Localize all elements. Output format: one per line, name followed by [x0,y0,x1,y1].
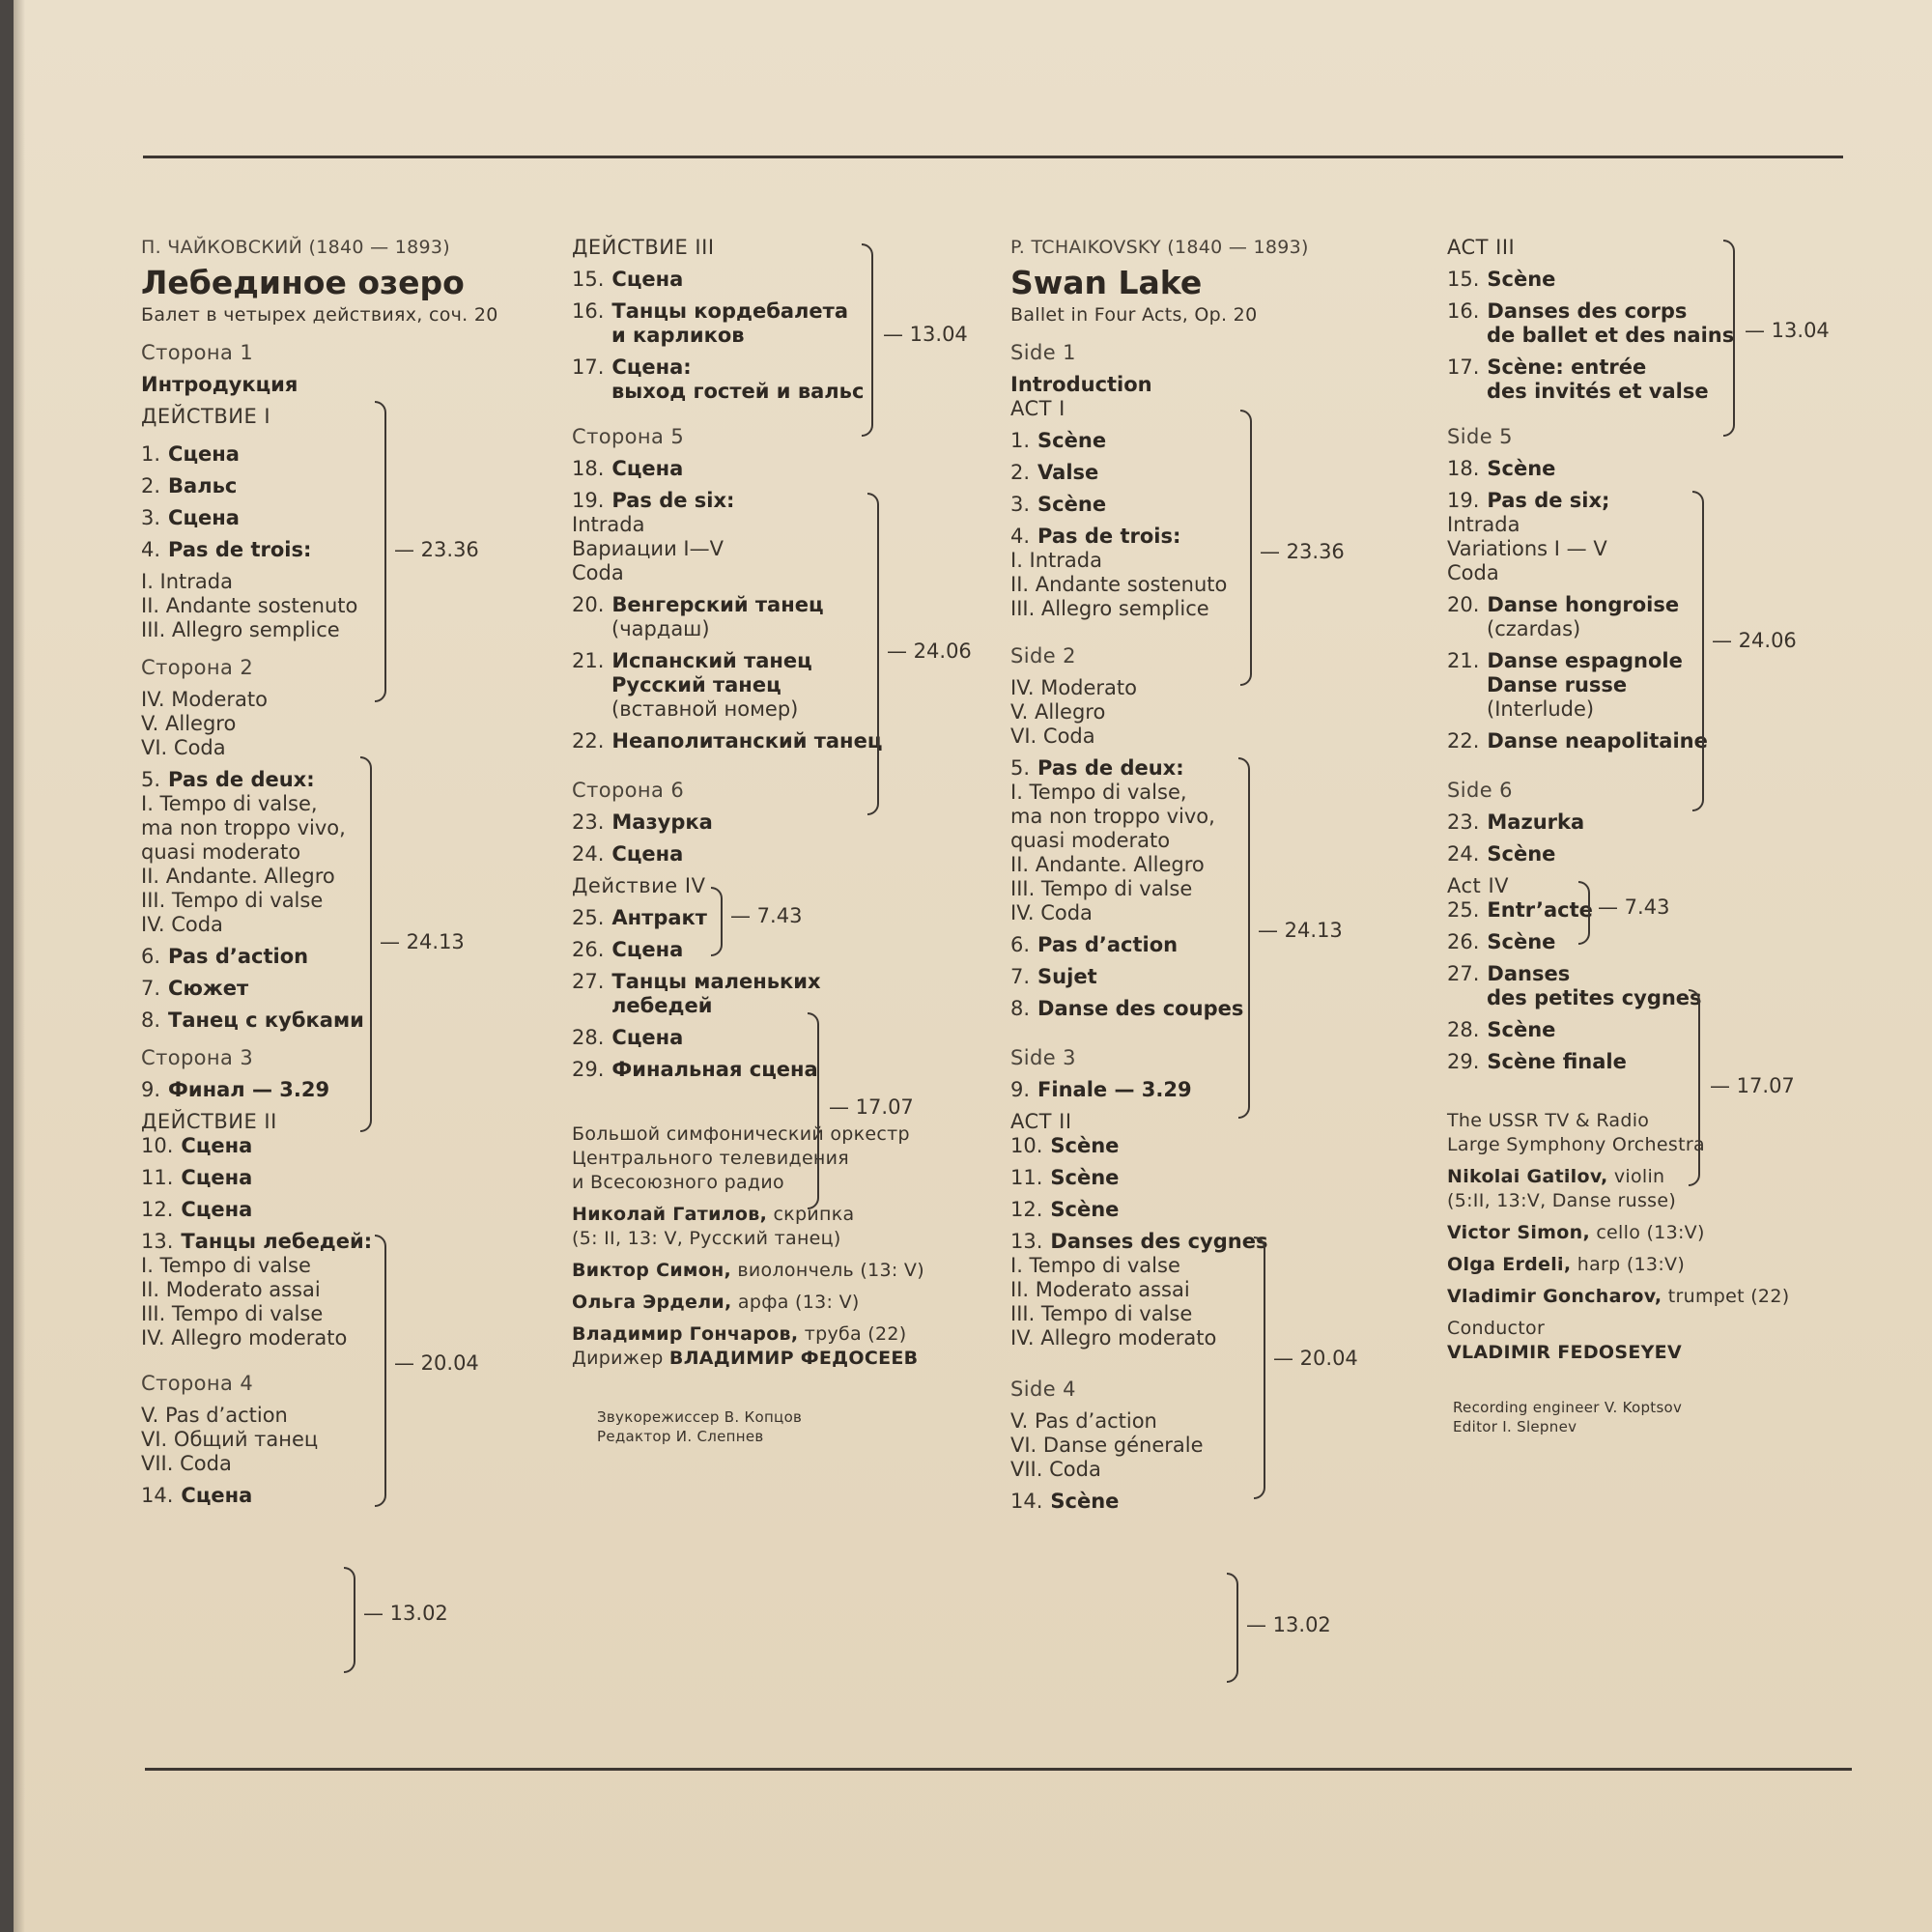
movement: I. Tempo di valse [1010,1254,1180,1277]
track-10-ru: 10. Сцена [141,1134,253,1157]
track-4-ru: 4. Pas de trois: [141,538,312,561]
act-3-ru: ДЕЙСТВИЕ III [572,236,715,259]
act-2-en: ACT II [1010,1110,1072,1133]
movement: I. Tempo di valse, [141,792,318,815]
duration-side2-en: — 24.13 [1258,919,1343,942]
track-21-ru-note: (вставной номер) [611,697,799,721]
staff-en [1447,1398,1872,1436]
movement: VI. Общий танец [141,1428,319,1451]
editor-en: Editor I. Slepnev [1453,1418,1577,1435]
performer-2-en: Victor Simon, cello (13:V) [1447,1222,1705,1243]
track-27-ru-cont: лебедей [611,994,713,1017]
brace-act4-en [1689,989,1700,1186]
track-24-en: 24. Scène [1447,842,1556,866]
track-3-en: 3. Scène [1010,493,1107,516]
movement: II. Andante sostenuto [1010,573,1228,596]
track-11-en: 11. Scène [1010,1166,1120,1189]
movement: quasi moderato [1010,829,1171,852]
track-9-en: 9. Finale — 3.29 [1010,1078,1192,1101]
track-21-en-b: Danse russe [1487,673,1628,696]
left-page-edge [0,0,14,1932]
composer-en: P. TCHAIKOVSKY (1840 — 1893) [1010,237,1309,258]
track-16-ru-cont: и карликов [611,324,745,347]
track-25-ru: 25. Антракт [572,906,707,929]
movement: V. Pas d’action [141,1404,288,1427]
track-8-ru: 8. Танец с кубками [141,1009,364,1032]
movement: Вариации I—V [572,537,724,560]
movement: VII. Coda [141,1452,232,1475]
brace-side3-en [1254,1236,1265,1499]
orchestra-en-1: The USSR TV & Radio [1447,1110,1650,1131]
movement: III. Tempo di valse [141,1302,324,1325]
track-17-en-cont: des invités et valse [1487,380,1709,403]
brace-side1-en [1240,410,1252,686]
movement: I. Tempo di valse, [1010,781,1187,804]
movement: II. Andante sostenuto [141,594,358,617]
movement: II. Moderato assai [1010,1278,1190,1301]
editor-ru: Редактор И. Слепнев [597,1428,764,1445]
column-en-sides-5-6 [1447,236,1872,1436]
track-21-ru: 21. Испанский танец [572,649,812,672]
track-20-ru-note: (чардаш) [611,617,710,640]
track-29-en: 29. Scène finale [1447,1050,1627,1073]
track-12-ru: 12. Сцена [141,1198,253,1221]
track-8-en: 8. Danse des coupes [1010,997,1244,1020]
side-3-heading-en: Side 3 [1010,1046,1076,1069]
track-21-ru-b: Русский танец [611,673,781,696]
track-24-ru: 24. Сцена [572,842,684,866]
track-22-ru: 22. Неаполитанский танец [572,729,883,753]
movement: III. Tempo di valse [141,889,324,912]
side-1-heading-en: Side 1 [1010,341,1076,364]
track-5-ru: 5. Pas de deux: [141,768,315,791]
performer-4-en: Vladimir Goncharov, trumpet (22) [1447,1286,1790,1307]
title-ru: Лебединое озеро [141,264,465,301]
brace-side3-ru [375,1235,386,1507]
movement: III. Tempo di valse [1010,1302,1193,1325]
track-22-en: 22. Danse neapolitaine [1447,729,1708,753]
movement: I. Tempo di valse [141,1254,311,1277]
track-13-en: 13. Danses des cygnes [1010,1230,1268,1253]
duration-side3-en: — 20.04 [1273,1347,1358,1370]
side-1-heading-ru: Сторона 1 [141,341,254,364]
brace-act3-ru [862,243,873,437]
left-edge-shadow [14,0,25,1932]
side-2-heading-ru: Сторона 2 [141,656,254,679]
track-25-en: 25. Entr’acte [1447,898,1593,922]
track-27-en-cont: des petites cygnes [1487,986,1702,1009]
column-ru-sides-1-4 [141,236,566,1508]
movement: IV. Allegro moderato [141,1326,348,1350]
staff-ru [572,1407,987,1446]
engineer-en: Recording engineer V. Koptsov [1453,1399,1683,1416]
performer-1-en-detail: (5:II, 13:V, Danse russe) [1447,1190,1677,1211]
duration-side6-en: — 7.43 [1598,895,1670,919]
performer-3-ru: Ольга Эрдели, арфа (13: V) [572,1292,860,1313]
performer-1-en: Nikolai Gatilov, violin [1447,1166,1665,1187]
track-28-ru: 28. Сцена [572,1026,684,1049]
track-27-en: 27. Danses [1447,962,1571,985]
track-18-ru: 18. Сцена [572,457,684,480]
track-7-ru: 7. Сюжет [141,977,249,1000]
movement: IV. Coda [1010,901,1093,924]
conductor-label-en: Conductor [1447,1318,1546,1339]
act-4-en: Act IV [1447,874,1510,897]
track-26-ru: 26. Сцена [572,938,684,961]
track-3-ru: 3. Сцена [141,506,240,529]
duration-side1-ru: — 23.36 [394,538,479,561]
movement: VI. Coda [141,736,226,759]
subtitle-en: Ballet in Four Acts, Op. 20 [1010,304,1258,326]
brace-act3-en [1723,240,1735,437]
movement: IV. Moderato [141,688,269,711]
brace-side1-ru [375,401,386,702]
performer-4-ru: Владимир Гончаров, труба (22) [572,1323,907,1345]
brace-side4-ru [344,1567,355,1673]
track-21-en-note: (Interlude) [1487,697,1595,721]
track-20-en-note: (czardas) [1487,617,1581,640]
track-2-ru: 2. Вальс [141,474,238,497]
track-14-en: 14. Scène [1010,1490,1120,1513]
track-12-en: 12. Scène [1010,1198,1120,1221]
track-17-ru-cont: выход гостей и вальс [611,380,865,403]
orchestra-en-2: Large Symphony Orchestra [1447,1134,1705,1155]
act-2-ru: ДЕЙСТВИЕ II [141,1110,277,1133]
movement: III. Allegro semplice [1010,597,1209,620]
composer-ru: П. ЧАЙКОВСКИЙ (1840 — 1893) [141,237,451,258]
track-17-ru: 17. Сцена: [572,355,692,379]
movement: II. Andante. Allegro [1010,853,1205,876]
performer-1-ru-detail: (5: II, 13: V, Русский танец) [572,1228,841,1249]
performer-1-ru: Николай Гатилов, скрипка [572,1204,855,1225]
side-6-heading-en: Side 6 [1447,779,1513,802]
track-1-ru: 1. Сцена [141,442,240,466]
movement: III. Allegro semplice [141,618,340,641]
act-3-en: ACT III [1447,236,1516,259]
movement: IV. Moderato [1010,676,1138,699]
track-4-en: 4. Pas de trois: [1010,525,1181,548]
performer-3-en: Olga Erdeli, harp (13:V) [1447,1254,1686,1275]
side-3-heading-ru: Сторона 3 [141,1046,254,1069]
movement: V. Allegro [141,712,237,735]
track-21-en: 21. Danse espagnole [1447,649,1683,672]
track-28-en: 28. Scène [1447,1018,1556,1041]
track-6-ru: 6. Pas d’action [141,945,309,968]
movement: Coda [1447,561,1499,584]
top-rule [143,156,1843,158]
duration-side1-en: — 23.36 [1260,540,1345,563]
conductor-name-en: VLADIMIR FEDOSEYEV [1447,1342,1682,1363]
track-16-en-cont: de ballet et des nains [1487,324,1735,347]
track-18-en: 18. Scène [1447,457,1556,480]
bottom-rule [145,1768,1852,1771]
brace-side6-ru [711,887,723,956]
orchestra-ru-2: Центрального телевидения [572,1148,850,1169]
track-7-en: 7. Sujet [1010,965,1097,988]
duration-side4-ru: — 13.02 [363,1602,448,1625]
track-19-ru: 19. Pas de six: [572,489,735,512]
act-4-ru: Действие IV [572,874,706,897]
brace-side5-en [1692,491,1704,811]
subtitle-ru: Балет в четырех действиях, соч. 20 [141,304,498,326]
brace-side2-en [1238,757,1250,1119]
duration-side5-ru: — 24.06 [887,639,972,663]
duration-side5-en: — 24.06 [1712,629,1797,652]
track-16-ru: 16. Танцы кордебалета [572,299,848,323]
movement: III. Tempo di valse [1010,877,1193,900]
track-23-ru: 23. Мазурка [572,810,713,834]
track-26-en: 26. Scène [1447,930,1556,953]
movement: Variations I — V [1447,537,1607,560]
act-1-ru: ДЕЙСТВИЕ I [141,405,271,428]
conductor-ru: Дирижер ВЛАДИМИР ФЕДОСЕЕВ [572,1348,919,1369]
movement: I. Intrada [1010,549,1102,572]
side-5-heading-en: Side 5 [1447,425,1513,448]
side-4-heading-en: Side 4 [1010,1378,1076,1401]
act-1-en: ACT I [1010,397,1065,420]
movement: VI. Coda [1010,724,1095,748]
duration-act4-en: — 17.07 [1710,1074,1795,1097]
movement: ma non troppo vivo, [141,816,346,839]
movement: V. Pas d’action [1010,1409,1157,1433]
movement: VI. Danse génerale [1010,1434,1204,1457]
brace-act4-ru [808,1012,819,1209]
column-en-sides-1-4 [1010,236,1435,1514]
duration-side3-ru: — 20.04 [394,1351,479,1375]
movement: ma non troppo vivo, [1010,805,1215,828]
movement: IV. Coda [141,913,223,936]
column-ru-sides-5-6 [572,236,987,1446]
track-20-en: 20. Danse hongroise [1447,593,1680,616]
side-5-heading-ru: Сторона 5 [572,425,685,448]
credits-ru [572,1122,987,1371]
title-en: Swan Lake [1010,264,1203,301]
track-1-en: 1. Scène [1010,429,1107,452]
track-15-ru: 15. Сцена [572,268,684,291]
side-4-heading-ru: Сторона 4 [141,1372,254,1395]
side-6-heading-ru: Сторона 6 [572,779,685,802]
duration-side4-en: — 13.02 [1246,1613,1331,1636]
brace-side5-ru [867,493,879,815]
movement: I. Intrada [141,570,233,593]
movement: Intrada [572,513,645,536]
brace-side4-en [1227,1573,1238,1683]
track-20-ru: 20. Венгерский танец [572,593,824,616]
intro-en: Introduction [1010,373,1152,396]
track-10-en: 10. Scène [1010,1134,1120,1157]
track-6-en: 6. Pas d’action [1010,933,1179,956]
credits-en [1447,1109,1872,1365]
duration-act3-en: — 13.04 [1745,319,1830,342]
track-15-en: 15. Scène [1447,268,1556,291]
movement: Coda [572,561,624,584]
movement: V. Allegro [1010,700,1106,724]
duration-side6-ru: — 7.43 [730,904,803,927]
orchestra-ru-1: Большой симфонический оркестр [572,1123,910,1145]
track-11-ru: 11. Сцена [141,1166,253,1189]
duration-side2-ru: — 24.13 [380,930,465,953]
track-13-ru: 13. Танцы лебедей: [141,1230,373,1253]
track-17-en: 17. Scène: entrée [1447,355,1647,379]
track-9-ru: 9. Финал — 3.29 [141,1078,330,1101]
brace-side2-ru [360,756,372,1132]
performer-2-ru: Виктор Симон, виолончель (13: V) [572,1260,924,1281]
track-16-en: 16. Danses des corps [1447,299,1688,323]
movement: II. Moderato assai [141,1278,321,1301]
track-23-en: 23. Mazurka [1447,810,1585,834]
engineer-ru: Звукорежиссер В. Копцов [597,1408,803,1426]
track-19-en: 19. Pas de six; [1447,489,1610,512]
side-2-heading-en: Side 2 [1010,644,1076,668]
movement: II. Andante. Allegro [141,865,335,888]
orchestra-ru-3: и Всесоюзного радио [572,1172,784,1193]
brace-side6-en [1578,881,1590,945]
movement: IV. Allegro moderato [1010,1326,1217,1350]
movement: Intrada [1447,513,1520,536]
movement: quasi moderato [141,840,301,864]
track-2-en: 2. Valse [1010,461,1099,484]
duration-act4-ru: — 17.07 [829,1095,914,1119]
movement: VII. Coda [1010,1458,1101,1481]
track-5-en: 5. Pas de deux: [1010,756,1184,780]
track-14-ru: 14. Сцена [141,1484,253,1507]
duration-act3-ru: — 13.04 [883,323,968,346]
track-29-ru: 29. Финальная сцена [572,1058,818,1081]
track-27-ru: 27. Танцы маленьких [572,970,821,993]
intro-ru: Интродукция [141,373,298,396]
